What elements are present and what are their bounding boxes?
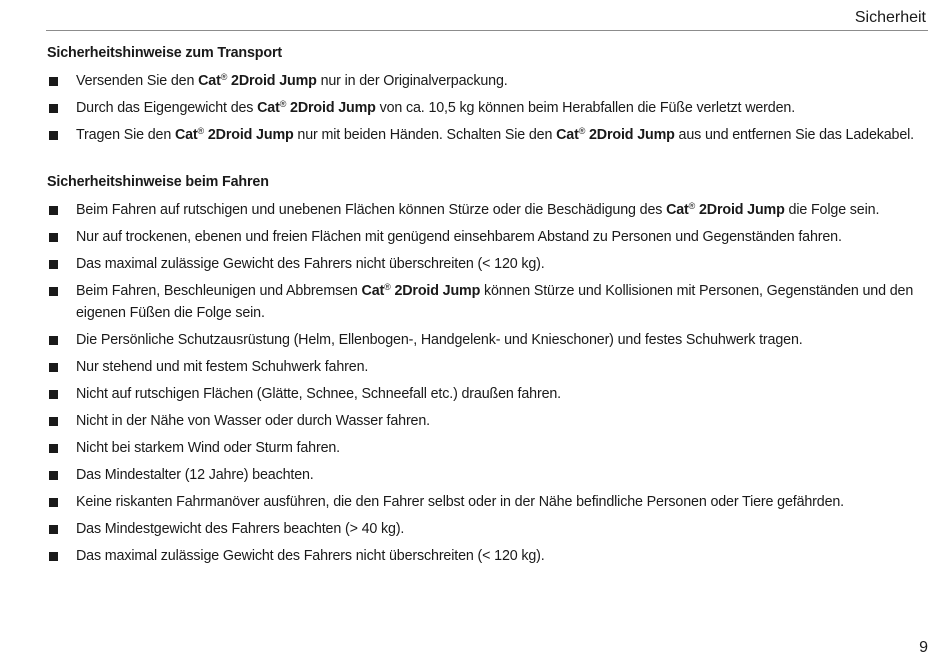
product-name — [257, 100, 376, 116]
safety-section — [47, 172, 932, 567]
page-header — [46, 0, 928, 31]
product-name — [175, 127, 294, 143]
item-text: Nicht auf rutschigen Flächen (Glätte, Schnee, Schneefall etc.) draußen fahren. — [76, 386, 561, 402]
product-name — [556, 127, 675, 143]
square-bullet-icon — [49, 525, 58, 534]
square-bullet-icon — [49, 363, 58, 372]
product-model: 2Droid Jump — [290, 100, 376, 116]
square-bullet-icon — [49, 233, 58, 242]
item-text: nur in der Originalverpackung. — [316, 73, 508, 89]
square-bullet-icon — [49, 206, 58, 215]
item-text: Beim Fahren, Beschleunigen und Abbremsen — [76, 283, 362, 299]
square-bullet-icon — [49, 444, 58, 453]
product-brand: Cat — [556, 127, 579, 143]
product-model: 2Droid Jump — [207, 127, 294, 143]
item-text: nur mit beiden Händen. Schalten Sie den — [293, 127, 557, 143]
product-name — [666, 202, 785, 218]
square-bullet-icon — [49, 390, 58, 399]
bullet-list — [47, 70, 932, 146]
list-item — [47, 280, 932, 324]
item-text: Nicht bei starkem Wind oder Sturm fahren. — [76, 440, 341, 456]
product-brand: Cat — [257, 100, 280, 116]
item-text: aus und entfernen Sie das Ladekabel. — [674, 127, 915, 143]
item-text: Durch das Eigengewicht des — [76, 100, 258, 116]
list-item — [47, 383, 932, 405]
item-text: Nur stehend und mit festem Schuhwerk fahren. — [76, 359, 369, 375]
list-item — [47, 437, 932, 459]
item-text: Die Persönliche Schutzausrüstung (Helm, Ellenbogen-, Handgelenk- und Knieschoner) und festes Schuhwerk tragen. — [76, 332, 803, 348]
product-brand: Cat — [361, 283, 385, 299]
registered-mark: ® — [688, 201, 696, 211]
square-bullet-icon — [49, 131, 58, 140]
registered-mark: ® — [384, 282, 391, 292]
square-bullet-icon — [49, 498, 58, 507]
product-model: 2Droid Jump — [231, 73, 317, 89]
item-text: Das maximal zulässige Gewicht des Fahrers nicht überschreiten (< 120 kg). — [76, 548, 545, 564]
item-text: Das Mindestgewicht des Fahrers beachten (> 40 kg). — [76, 521, 405, 537]
item-text: von ca. 10,5 kg können beim Herabfallen die Füße verletzt werden. — [375, 100, 796, 116]
product-brand: Cat — [666, 202, 689, 218]
square-bullet-icon — [49, 471, 58, 480]
safety-section — [47, 43, 932, 146]
item-text: Das Mindestalter (12 Jahre) beachten. — [76, 467, 314, 483]
bullet-list — [47, 199, 932, 567]
list-item — [47, 356, 932, 378]
item-text: können Stürze und Kollisionen mit Personen, Gegenständen und den eigenen Füßen die Folge sein. — [76, 283, 914, 321]
page-content — [47, 43, 932, 572]
list-item — [47, 464, 932, 486]
product-name — [362, 283, 481, 299]
product-model: 2Droid Jump — [589, 127, 675, 143]
registered-mark: ® — [220, 72, 228, 82]
item-text: Das maximal zulässige Gewicht des Fahrers nicht überschreiten (< 120 kg). — [76, 256, 545, 272]
square-bullet-icon — [49, 552, 58, 561]
product-brand: Cat — [198, 73, 221, 89]
list-item — [47, 199, 932, 221]
list-item — [47, 226, 932, 248]
list-item — [47, 329, 932, 351]
list-item — [47, 545, 932, 567]
section-title: Sicherheit — [854, 9, 926, 26]
list-item — [47, 70, 932, 92]
product-name — [198, 73, 317, 89]
square-bullet-icon — [49, 77, 58, 86]
product-model: 2Droid Jump — [394, 283, 481, 299]
list-item — [47, 410, 932, 432]
square-bullet-icon — [49, 104, 58, 113]
item-text: Versenden Sie den — [76, 73, 199, 89]
item-text: Tragen Sie den — [76, 127, 175, 143]
item-text: Beim Fahren auf rutschigen und unebenen Flächen können Stürze oder die Beschädigung des — [76, 202, 667, 218]
list-item — [47, 124, 932, 146]
square-bullet-icon — [49, 260, 58, 269]
square-bullet-icon — [49, 336, 58, 345]
section-heading: Sicherheitshinweise zum Transport — [47, 45, 282, 61]
registered-mark: ® — [197, 126, 205, 136]
list-item — [47, 97, 932, 119]
item-text: Nicht in der Nähe von Wasser oder durch Wasser fahren. — [76, 413, 430, 429]
section-heading: Sicherheitshinweise beim Fahren — [47, 174, 269, 190]
item-text: Keine riskanten Fahrmanöver ausführen, die den Fahrer selbst oder in der Nähe befindliche Personen oder Tiere gefährden. — [76, 494, 845, 510]
registered-mark: ® — [279, 99, 287, 109]
square-bullet-icon — [49, 417, 58, 426]
page-number: 9 — [919, 639, 928, 656]
registered-mark: ® — [578, 126, 586, 136]
item-text: die Folge sein. — [784, 202, 880, 218]
square-bullet-icon — [49, 287, 58, 296]
product-model: 2Droid Jump — [698, 202, 785, 218]
list-item — [47, 491, 932, 513]
list-item — [47, 253, 932, 275]
list-item — [47, 518, 932, 540]
product-brand: Cat — [174, 127, 198, 143]
item-text: Nur auf trockenen, ebenen und freien Flächen mit genügend einsehbarem Abstand zu Personen und Gegenständen fahren. — [76, 229, 842, 245]
